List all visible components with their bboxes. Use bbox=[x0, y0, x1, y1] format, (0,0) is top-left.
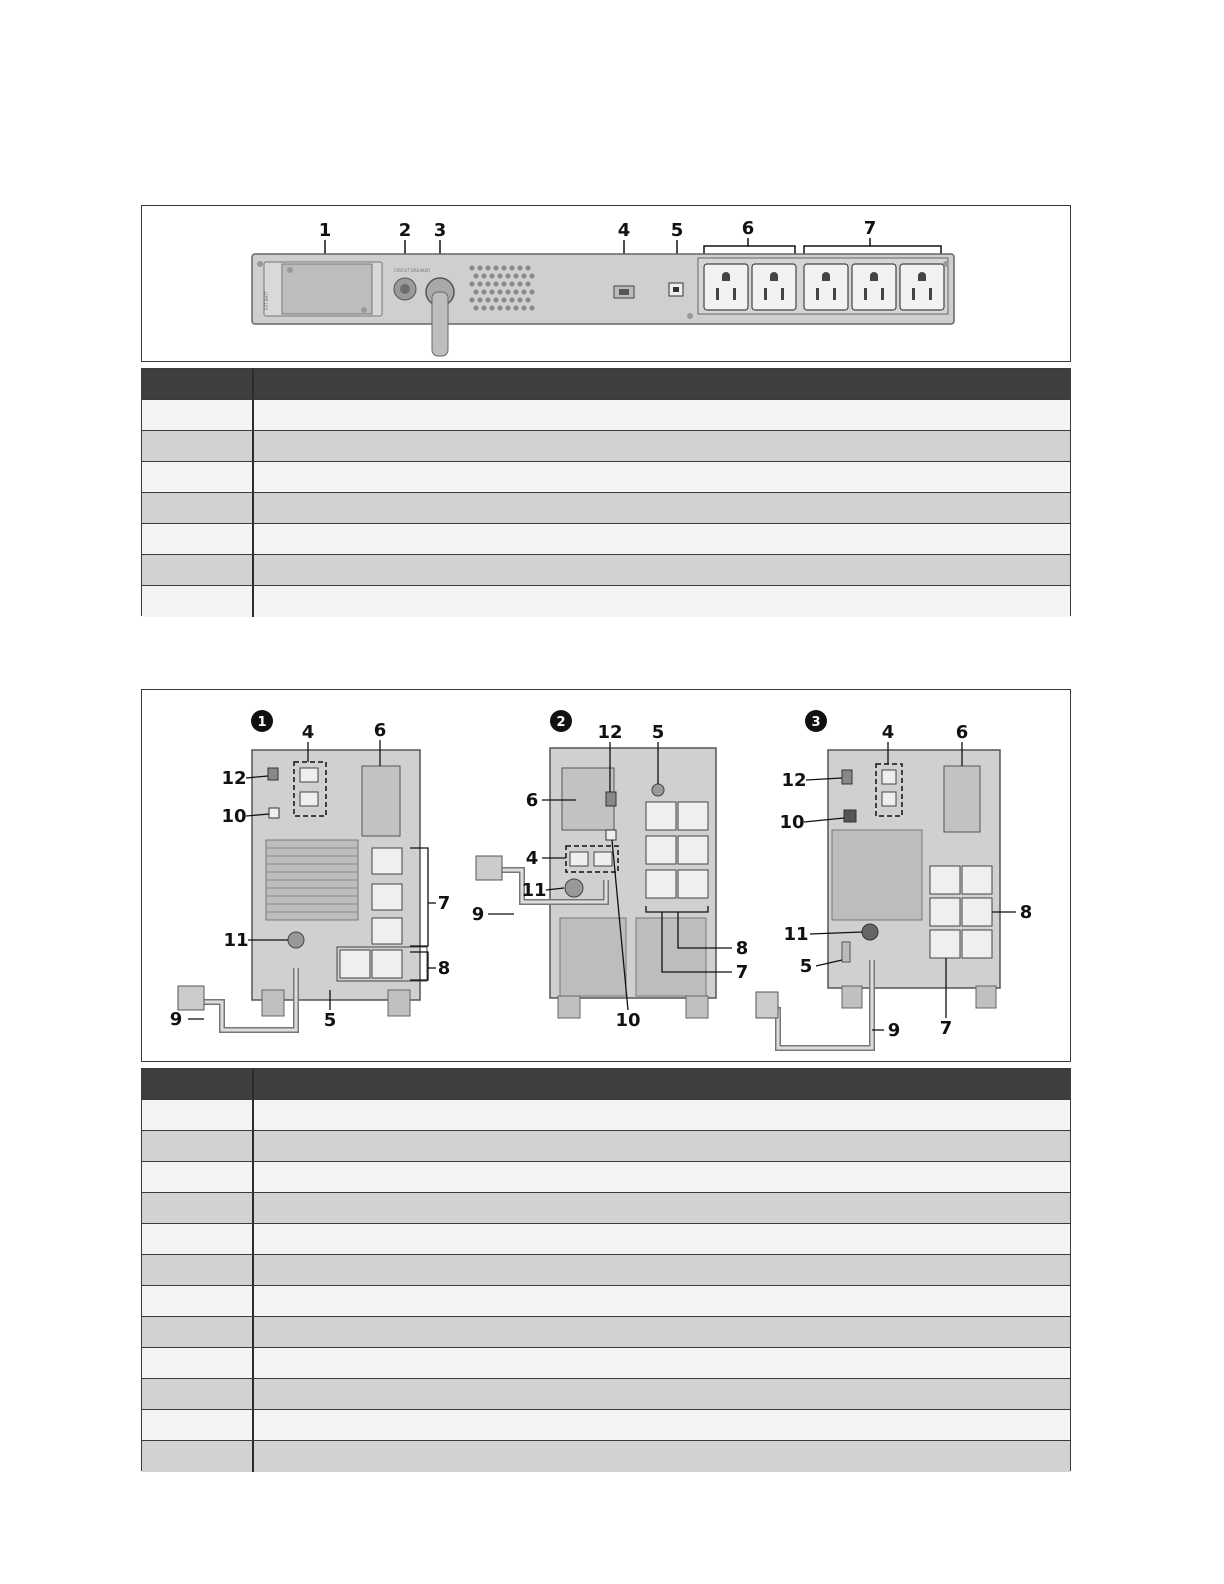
breaker-label: CIRCUIT BREAKER bbox=[394, 268, 430, 273]
v3-callout-9: 9 bbox=[887, 1020, 901, 1041]
callout-5: 5 bbox=[670, 220, 684, 241]
table-row bbox=[142, 555, 1070, 586]
v1-callout-5: 5 bbox=[323, 1010, 337, 1031]
v3-callout-6: 6 bbox=[955, 722, 969, 743]
v3-callout-10: 10 bbox=[779, 812, 805, 833]
callout-6: 6 bbox=[741, 218, 755, 239]
table-row bbox=[142, 431, 1070, 462]
callout-7: 7 bbox=[863, 218, 877, 239]
v2-callout-12: 12 bbox=[597, 722, 623, 743]
callout-4: 4 bbox=[617, 220, 631, 241]
table-row bbox=[142, 1100, 1070, 1131]
table-row bbox=[142, 1193, 1070, 1224]
v3-callout-11: 11 bbox=[783, 924, 809, 945]
v1-callout-11: 11 bbox=[223, 930, 249, 951]
table-header-row bbox=[142, 1069, 1070, 1100]
v3-callout-5: 5 bbox=[799, 956, 813, 977]
table-row bbox=[142, 400, 1070, 431]
callout-3: 3 bbox=[433, 220, 447, 241]
table-row bbox=[142, 1162, 1070, 1193]
table-row bbox=[142, 1410, 1070, 1441]
table-row bbox=[142, 493, 1070, 524]
table-row bbox=[142, 1224, 1070, 1255]
view-1-badge: 1 bbox=[257, 715, 267, 730]
view-2-badge: 2 bbox=[556, 715, 566, 730]
table-row bbox=[142, 1131, 1070, 1162]
callout-1: 1 bbox=[318, 220, 332, 241]
table-row bbox=[142, 586, 1070, 617]
v1-callout-7: 7 bbox=[437, 893, 451, 914]
rack-rear-panel-illustration bbox=[142, 206, 1070, 361]
header-cell-number bbox=[142, 369, 254, 399]
header-cell-description bbox=[254, 1069, 1070, 1099]
v1-callout-12: 12 bbox=[221, 768, 247, 789]
v3-callout-8: 8 bbox=[1019, 902, 1033, 923]
table-row bbox=[142, 1255, 1070, 1286]
tower-rear-panels-illustration bbox=[142, 690, 1070, 1061]
v2-callout-9: 9 bbox=[471, 904, 485, 925]
figure-tower-rear-panels bbox=[141, 689, 1071, 1062]
v2-callout-11: 11 bbox=[521, 880, 547, 901]
v2-callout-8: 8 bbox=[735, 938, 749, 959]
table-header-row bbox=[142, 369, 1070, 400]
header-cell-description bbox=[254, 369, 1070, 399]
table-row bbox=[142, 1286, 1070, 1317]
figure-rack-rear-panel bbox=[141, 205, 1071, 362]
v3-callout-12: 12 bbox=[781, 770, 807, 791]
v1-callout-9: 9 bbox=[169, 1009, 183, 1030]
callout-2: 2 bbox=[398, 220, 412, 241]
table-row bbox=[142, 1379, 1070, 1410]
table-rack-callouts bbox=[141, 368, 1071, 616]
v1-callout-10: 10 bbox=[221, 806, 247, 827]
v2-callout-4: 4 bbox=[525, 848, 539, 869]
header-cell-number bbox=[142, 1069, 254, 1099]
v2-callout-10: 10 bbox=[615, 1010, 641, 1031]
table-row bbox=[142, 1348, 1070, 1379]
table-row bbox=[142, 524, 1070, 555]
v2-callout-7: 7 bbox=[735, 962, 749, 983]
v3-callout-7: 7 bbox=[939, 1018, 953, 1039]
v3-callout-4: 4 bbox=[881, 722, 895, 743]
svg-text:EXT BATT: EXT BATT bbox=[264, 291, 269, 310]
table-row bbox=[142, 1441, 1070, 1472]
v1-callout-8: 8 bbox=[437, 958, 451, 979]
v2-callout-6: 6 bbox=[525, 790, 539, 811]
v2-callout-5: 5 bbox=[651, 722, 665, 743]
table-row bbox=[142, 1317, 1070, 1348]
view-3-badge: 3 bbox=[811, 715, 821, 730]
table-tower-callouts bbox=[141, 1068, 1071, 1471]
v1-callout-6: 6 bbox=[373, 720, 387, 741]
v1-callout-4: 4 bbox=[301, 722, 315, 743]
table-row bbox=[142, 462, 1070, 493]
